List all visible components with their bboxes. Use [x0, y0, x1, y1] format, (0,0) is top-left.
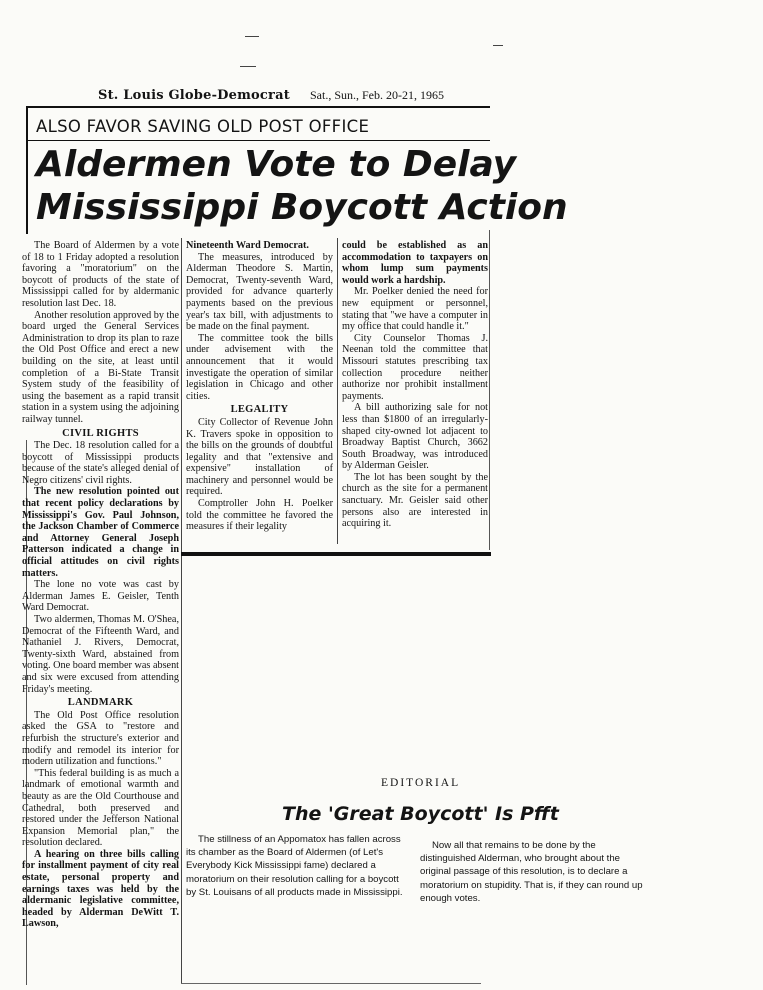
paragraph: City Counselor Thomas J. Neenan told the committee that Missouri statutes prescribing tax collection procedure neither authorize nor prohibit installment payments. [342, 332, 488, 402]
editorial-bottom-rule [181, 983, 481, 984]
paragraph: Another resolution approved by the board urged the General Services Administration to drop its plan to raze the Old Post Office and erect a new building on the site, at least until completion of a Bi-State Transit System study of the feasibility of using the basement as a rapid transit station in a system using the adjoining railway tunnel. [22, 309, 179, 425]
paragraph: The Dec. 18 resolution called for a boycott of Mississippi products because of the state's alleged denial of Negro citizens' civil rights. [22, 440, 179, 486]
paragraph: Now all that remains to be done by the distinguished Alderman, who brought about the original passage of this resolution, is to declare a moratorium on stupidity. That is, if they can round up enough votes. [420, 840, 643, 904]
paragraph: The stillness of an Appomatox has fallen across its chamber as the Board of Aldermen (of Let's Everybody Kick Mississippi fame) declared a moratorium on their resolution calling for a boycott by St. Louisans of all products made in Mississippi. [186, 834, 403, 898]
paragraph: "This federal building is as much a landmark of emotional warmth and beauty as are the Old Courthouse and Cathedral, both preserved and restored under the Jefferson National Expansion Memorial plan," the resolution declared. [22, 767, 179, 849]
editorial-column-1 [186, 833, 408, 899]
paragraph: could be established as an accommodation to taxpayers on whom lump sum payments would work a hardship. [342, 240, 488, 286]
scan-mark [245, 36, 259, 37]
paragraph: A bill authorizing sale for not less than $1800 of an irregularly-shaped city-owned lot adjacent to Broadway Baptist Church, 3662 South Broadway, was introduced by Alderman Geisler. [342, 402, 488, 472]
paragraph: The committee took the bills under advisement with the announcement that it would investigate the operation of similar legislation in Chicago and other cities. [186, 332, 333, 402]
newspaper-masthead: St. Louis Globe-Democrat [98, 88, 290, 103]
dateline: Sat., Sun., Feb. 20-21, 1965 [310, 88, 445, 102]
article-end-rule [181, 552, 491, 556]
paragraph: The Old Post Office resolution asked the GSA to "restore and refurbish the structure's exterior and modify and remodel its interior for modern utilization and functions." [22, 709, 179, 768]
paragraph: City Collector of Revenue John K. Travers spoke in opposition to the bills on the grounds of doubtful legality and that "extensive and expensive" installation of machinery and personnel would be required. [186, 416, 333, 498]
paragraph: Comptroller John H. Poelker told the committee he favored the measures if their legality [186, 498, 333, 533]
paragraph: A hearing on three bills calling for installment payment of city real estate, personal property and earnings taxes was held by the aldermanic legislative committee, headed by Alderman DeWitt T. Lawson, [22, 848, 179, 930]
subhead-civil-rights: CIVIL RIGHTS [62, 427, 139, 439]
scan-mark [493, 45, 503, 46]
column-rule-1 [181, 238, 182, 983]
scan-mark [240, 66, 256, 67]
article-column-1 [22, 240, 179, 930]
paragraph: The measures, introduced by Alderman Theodore S. Martin, Democrat, Twenty-seventh Ward, provided for advance quarterly payments based on the previous year's tax bill, with adjustments to be made on the final payment. [186, 251, 333, 333]
paragraph: The new resolution pointed out that recent policy declarations by Mississippi's Gov. Paul Johnson, the Jackson Chamber of Commerce and Attorney General Joseph Patterson indicated a change in official attitudes on civil rights matters. [22, 486, 179, 579]
article-kicker: ALSO FAVOR SAVING OLD POST OFFICE [36, 117, 370, 136]
article-headline-line-2: Mississippi Boycott Action [36, 187, 568, 228]
editorial-column-2 [420, 839, 644, 905]
article-column-3 [342, 240, 488, 530]
subhead-landmark: LANDMARK [67, 697, 134, 709]
article-headline-line-1: Aldermen Vote to Delay [36, 144, 517, 185]
subhead-legality: LEGALITY [230, 404, 289, 416]
editorial-label: EDITORIAL [381, 777, 461, 789]
paragraph: Mr. Poelker denied the need for new equipment or personnel, stating that "we have a computer in my office that could handle it." [342, 286, 488, 333]
column-rule-2 [337, 238, 338, 544]
article-column-2 [186, 240, 333, 533]
paragraph: The lone no vote was cast by Alderman James E. Geisler, Tenth Ward Democrat. [22, 579, 179, 614]
right-border [489, 230, 490, 550]
paragraph: Two aldermen, Thomas M. O'Shea, Democrat of the Fifteenth Ward, and Nathaniel J. Rivers, Democrat, Twenty-sixth Ward, abstained from voting. One board member was absent and six were excused from attending Friday's meeting. [22, 614, 179, 695]
paragraph: The lot has been sought by the church as the site for a permanent sanctuary. Mr. Geisler said other persons also are interested in acquiring it. [342, 471, 488, 530]
paragraph: The Board of Aldermen by a vote of 18 to 1 Friday adopted a resolution favoring a "moratorium" on the boycott of products of the state of Mississippi called for by aldermanic resolution last Dec. 18. [22, 240, 179, 309]
paragraph: Nineteenth Ward Democrat. [186, 240, 309, 251]
editorial-headline: The 'Great Boycott' Is Pfft [282, 803, 559, 825]
left-border [26, 106, 28, 234]
top-rule [28, 106, 490, 108]
kicker-rule [28, 140, 490, 141]
